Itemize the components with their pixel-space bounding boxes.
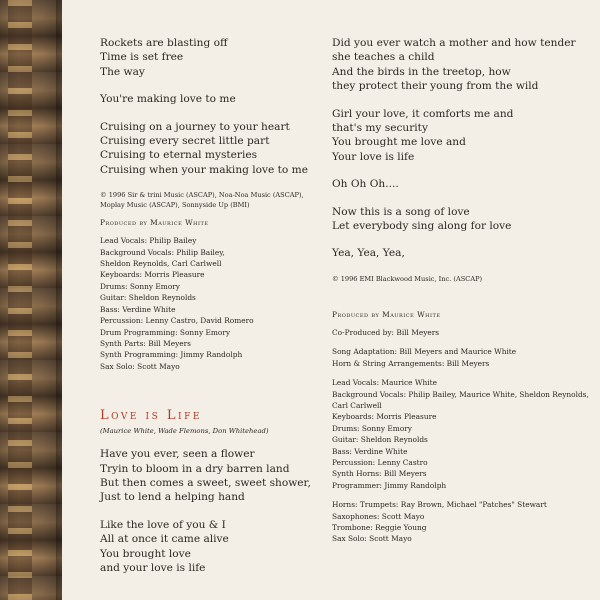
lyric-line: All at once it came alive: [100, 533, 229, 546]
credit-line: Drum Programming: Sonny Emory: [100, 327, 231, 337]
song2-verse: [332, 36, 587, 94]
lyric-line: Cruising when your making love to me: [100, 163, 308, 176]
lyric-line: Let everybody sing along for love: [332, 220, 512, 233]
song2-coproducer: [332, 327, 587, 338]
credit-line: Horn & String Arrangements: Bill Meyers: [332, 358, 490, 368]
lyric-line: and your love is life: [100, 561, 206, 574]
credit-line: Bass: Verdine White: [100, 304, 176, 314]
lyric-line: Have you ever, seen a flower: [100, 448, 255, 461]
lyric-line: You're making love to me: [100, 93, 236, 106]
lyric-line: You brought me love and: [332, 136, 466, 149]
credit-line: Keyboards: Morris Pleasure: [100, 270, 205, 280]
credit-line: Lead Vocals: Philip Bailey: [100, 236, 197, 246]
song1-verse: [100, 120, 310, 178]
lyric-line: she teaches a child: [332, 51, 435, 64]
lyric-line: that's my security: [332, 122, 428, 135]
song2-verse: [332, 177, 587, 191]
cover-photo-strip: [0, 0, 62, 600]
song1-lyrics: [100, 36, 310, 177]
credit-line: Keyboards: Morris Pleasure: [332, 412, 437, 422]
credit-line: Carl Carlwell: [332, 400, 382, 410]
lyric-line: Your love is life: [332, 150, 415, 163]
credit-line: Horns: Trumpets: Ray Brown, Michael "Patches" Stewart: [332, 500, 547, 510]
credit-line: Synth Parts: Bill Meyers: [100, 338, 191, 348]
credit-line: Synth Horns: Bill Meyers: [332, 469, 427, 479]
song1-credits: [100, 235, 310, 372]
song1-producer: Produced by Maurice White: [100, 218, 209, 228]
lyric-line: Time is set free: [100, 51, 184, 64]
lyric-line: You brought love: [100, 547, 191, 560]
credit-line: Saxophones: Scott Mayo: [332, 511, 425, 521]
credit-line: Guitar: Sheldon Reynolds: [332, 435, 428, 445]
credit-line: Song Adaptation: Bill Meyers and Maurice White: [332, 347, 517, 357]
lyric-line: Just to lend a helping hand: [100, 491, 245, 504]
lyric-line: they protect their young from the wild: [332, 80, 539, 93]
credit-line: Drums: Sonny Emory: [100, 281, 180, 291]
credit-line: Guitar: Sheldon Reynolds: [100, 293, 196, 303]
credit-line: Sheldon Reynolds, Carl Carlwell: [100, 259, 222, 269]
credit-line: Co-Produced by: Bill Meyers: [332, 327, 440, 337]
song1-verse: [100, 36, 310, 79]
lyric-line: And the birds in the treetop, how: [332, 65, 511, 78]
song2-title: Love is Life: [100, 408, 202, 424]
lyric-line: Girl your love, it comforts me and: [332, 107, 514, 120]
lyric-line: Cruising every secret little part: [100, 135, 270, 148]
credit-line: Programmer: Jimmy Randolph: [332, 480, 447, 490]
song2-arrangements: [332, 346, 587, 369]
lyric-line: Like the love of you & I: [100, 518, 226, 531]
song2-producer: Produced by Maurice White: [332, 309, 441, 319]
song2-verse: [100, 447, 310, 505]
song2-verse: [332, 246, 587, 260]
credit-line: Background Vocals: Philip Bailey,: [100, 247, 225, 257]
credit-line: Sax Solo: Scott Mayo: [332, 534, 412, 544]
lyric-line: Cruising on a journey to your heart: [100, 120, 290, 133]
left-column: [100, 36, 310, 588]
song2-credits: [332, 377, 587, 491]
song2-verse: [332, 107, 587, 165]
lyric-line: Rockets are blasting off: [100, 37, 228, 49]
lyric-line: Did you ever watch a mother and how tender: [332, 37, 576, 49]
lyric-line: The way: [100, 65, 145, 78]
lyric-line: Cruising to eternal mysteries: [100, 149, 258, 162]
credit-line: Lead Vocals: Maurice White: [332, 378, 437, 388]
song2-verse: [332, 205, 587, 234]
credit-line: Trombone: Reggie Young: [332, 522, 427, 532]
song1-copyright: © 1996 Sir & trini Music (ASCAP), Noa-Noa Music (ASCAP), Moplay Music (ASCAP), Sonnyside Up (BMI): [100, 191, 304, 210]
song2-copyright: © 1996 EMI Blackwood Music, Inc. (ASCAP): [332, 274, 483, 283]
song2-writers: (Maurice White, Wade Flemons, Don Whitehead): [100, 427, 269, 436]
credit-line: Percussion: Lenny Castro, David Romero: [100, 316, 254, 326]
song2-horn-credits: [332, 499, 587, 545]
song2-lyrics-continued: [332, 36, 587, 261]
lyric-line: Tryin to bloom in a dry barren land: [100, 462, 290, 475]
credit-line: Synth Programming: Jimmy Randolph: [100, 350, 243, 360]
lyric-line: But then comes a sweet, sweet shower,: [100, 476, 311, 489]
credit-line: Background Vocals: Philip Bailey, Maurice White, Sheldon Reynolds,: [332, 389, 589, 399]
lyric-line: Now this is a song of love: [332, 205, 470, 218]
song2-lyrics: [100, 447, 310, 575]
right-column: [332, 36, 587, 553]
credit-line: Drums: Sonny Emory: [332, 423, 412, 433]
credit-line: Sax Solo: Scott Mayo: [100, 361, 180, 371]
lyric-line: Oh Oh Oh....: [332, 178, 399, 191]
song2-verse: [100, 518, 310, 576]
song1-verse: [100, 92, 310, 106]
lyric-line: Yea, Yea, Yea,: [332, 247, 405, 260]
credit-line: Percussion: Lenny Castro: [332, 457, 428, 467]
credit-line: Bass: Verdine White: [332, 446, 408, 456]
